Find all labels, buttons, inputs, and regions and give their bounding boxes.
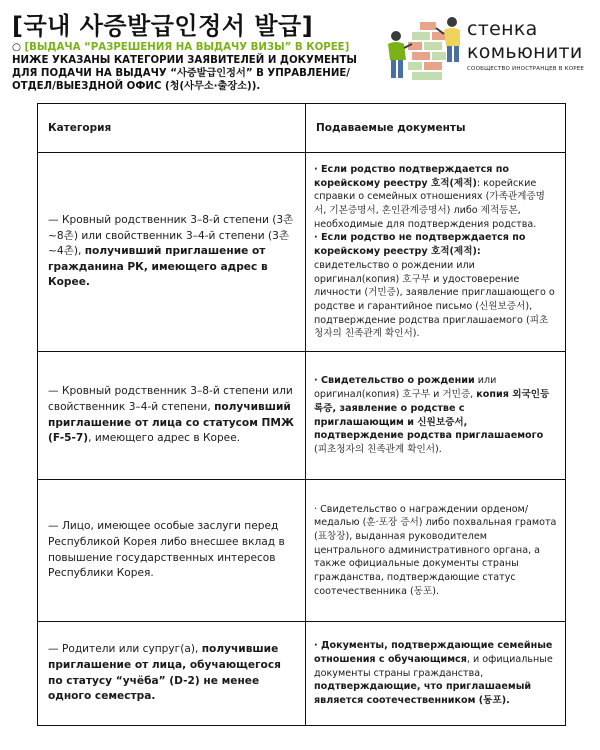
logo-line1: стенка [467, 18, 538, 40]
category-cell: — Лицо, имеющее особые заслуги перед Республикой Корея либо внесшее вклад в повышение государственных интересов Республики Корея. [38, 480, 306, 622]
header-documents: Подаваемые документы [306, 104, 566, 153]
table-row [38, 153, 566, 352]
table-header-row [38, 104, 566, 153]
page-subtitle [12, 41, 377, 93]
documents-cell: · Документы, подтверждающие семейные отношения с обучающимся, и официальные документы страны гражданства, подтверждающие, что приглашаемый является соотечественником (동포). [306, 622, 566, 726]
table-row [38, 622, 566, 726]
logo-tagline: СООБЩЕСТВО ИНОСТРАНЦЕВ В КОРЕЕ [467, 66, 585, 72]
subtitle-highlight: [ВЫДАЧА “РАЗРЕШЕНИЯ НА ВЫДАЧУ ВИЗЫ” В КОРЕЕ] [24, 42, 350, 53]
category-cell: — Кровный родственник 3–8-й степени (3촌~8촌) или свойственник 3–4-й степени (3촌~4촌), получивший приглашение от гражданина РК, имеющего адрес в Корее. [38, 153, 306, 352]
category-cell: — Кровный родственник 3–8-й степени или свойственник 3–4-й степени, получивший приглашение от лица со статусом ПМЖ (F-5-7), имеющего адрес в Корее. [38, 352, 306, 480]
header-category: Категория [38, 104, 306, 153]
subtitle-bullet: ○ [12, 42, 25, 53]
category-cell: — Родители или супруг(а), получившие приглашение от лица, обучающегося по статусу “учёба” (D-2) не менее одного семестра. [38, 622, 306, 726]
documents-cell: · Свидетельство о рождении или оригинал(копия) 호구부 и 거민증, копия 외국인등록증, заявление о родстве с приглашающим и 신원보증서, подтверждение родства приглашаемого (피초청자의 친족관계 확인서). [306, 352, 566, 480]
brick-wall-builders-icon [382, 14, 462, 80]
documents-cell: · Если родство подтверждается по корейскому реестру 호적(제적): корейские справки о семейных отношениях (가족관계증명서, 기본증명서, 혼인관계증명서) либо 제적등본, необходимые для подтверждения родства. · Если родство не подтверждается по корейскому реестру 호적(제적): свидетельство о рождении или оригинал(копия) 호구부 и удостоверение личности (거민증), заявление приглашающего о родстве и гарантийное письмо (신원보증서), подтверждение родства приглашаемого (피초청자의 친족관계 확인서). [306, 153, 566, 352]
documents-cell: · Свидетельство о награждении орденом/медалью (훈·포장 증서) либо похвальная грамота (표창장), выданная руководителем центрального административного органа, а также официальные документы страны гражданства, подтверждающие статус соотечественника (동포). [306, 480, 566, 622]
table-row [38, 352, 566, 480]
subtitle-text: НИЖЕ УКАЗАНЫ КАТЕГОРИИ ЗАЯВИТЕЛЕЙ И ДОКУМЕНТЫ ДЛЯ ПОДАЧИ НА ВЫДАЧУ “사증발급인정서” В УПРАВЛЕНИЕ/ ОТДЕЛ/ВЫЕЗДНОЙ ОФИС (청(사무소·출장소)). [12, 55, 357, 92]
logo-line2: комьюнити [467, 41, 583, 63]
documents-table [37, 103, 566, 726]
table-row [38, 480, 566, 622]
page-title: [국내 사증발급인정서 발급] [12, 12, 314, 40]
